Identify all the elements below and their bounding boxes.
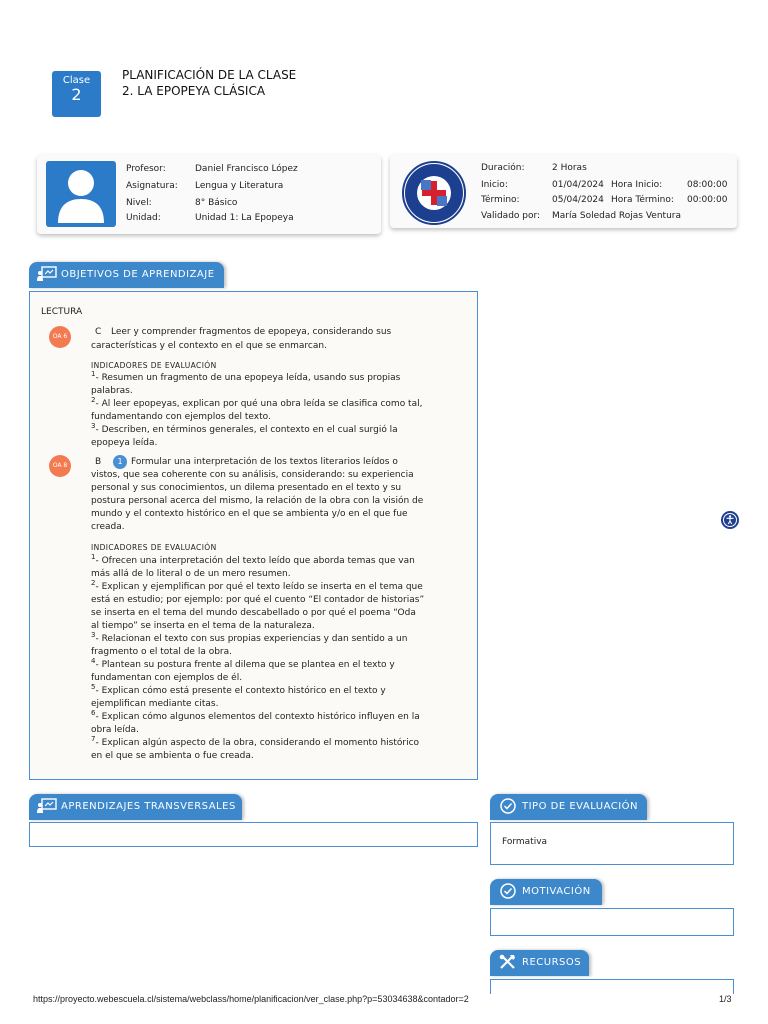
oa6-letter: C: [95, 327, 102, 337]
oa8-badge: OA 8: [49, 455, 71, 477]
oa8-marker[interactable]: 1: [113, 455, 127, 469]
profesor-label: Profesor:: [126, 164, 166, 174]
oa8-indicators-title: INDICADORES DE EVALUACIÓN: [91, 543, 217, 552]
oa8-indicator: $^7$- Explican algún aspecto de la obra, considerando el momento histórico en el que se ambienta o fue creada.: [91, 735, 420, 761]
oa8-indicator: $^1$- Ofrecen una interpretación del texto leído que aborda temas que van más allá de lo literal o de un mero resumen.: [91, 553, 415, 579]
tab-objetivos-label: OBJETIVOS DE APRENDIZAJE: [61, 269, 215, 280]
page-title: [122, 67, 296, 99]
tab-transversales-label: APRENDIZAJES TRANSVERSALES: [61, 801, 236, 812]
hora-termino-value: 00:00:00: [687, 195, 728, 205]
oa8-line1: Formular una interpretación de los textos literarios leídos o: [131, 457, 398, 467]
tab-tipo-evaluacion-label: TIPO DE EVALUACIÓN: [522, 801, 639, 812]
motivacion-panel: [490, 908, 734, 936]
school-logo: [402, 161, 466, 225]
oa6-indicators-title: INDICADORES DE EVALUACIÓN: [91, 361, 217, 370]
nivel-label: Nivel:: [126, 198, 152, 208]
tools-icon: [498, 954, 518, 970]
oa6-line1: Leer y comprender fragmentos de epopeya, considerando sus: [111, 327, 392, 337]
section-lectura: LECTURA: [41, 307, 83, 317]
oa6-indicator: $^2$- Al leer epopeyas, explican por qué una obra leída se clasifica como tal, fundamentando con ejemplos del texto.: [91, 396, 423, 422]
validado-label: Validado por:: [481, 211, 541, 221]
unidad-label: Unidad:: [126, 213, 161, 223]
footer-url[interactable]: https://proyecto.webescuela.cl/sistema/webclass/home/planificacion/ver_clase.php?p=53034638&contador=2: [33, 994, 469, 1004]
clase-badge: [52, 71, 101, 117]
oa8-description: vistos, que sea coherente con su análisis, considerando: su experiencia personal y sus conocimientos, un dilema presentado en el texto y su postura personal acerca del mismo, la relación de la obra con la visión de mundo y el contexto histórico en el que se ambienta y/o en el que fue creada.: [91, 470, 424, 532]
oa6-line2: características y el contexto en el que se enmarcan.: [91, 341, 327, 351]
hora-termino-label: Hora Término:: [611, 195, 674, 205]
inicio-value: 01/04/2024: [552, 180, 604, 190]
page-title-line1: PLANIFICACIÓN DE LA CLASE: [122, 68, 297, 82]
check-circle-icon: [498, 883, 518, 899]
tab-recursos-label: RECURSOS: [522, 957, 582, 968]
clase-label: Clase: [62, 75, 91, 86]
oa6-indicator: $^3$- Describen, en términos generales, el contexto en el cual surgió la epopeya leída.: [91, 422, 398, 448]
oa6-badge: OA 6: [49, 326, 71, 348]
termino-label: Término:: [481, 195, 520, 205]
tab-transversales[interactable]: [29, 794, 242, 820]
user-icon: [46, 161, 116, 227]
oa8-indicator: $^4$- Plantean su postura frente al dilema que se plantea en el texto y fundamentan con ejemplos de él.: [91, 657, 395, 683]
transversales-panel: [29, 822, 478, 847]
profesor-value: Daniel Francisco López: [195, 164, 298, 174]
page-number: 1/3: [719, 994, 732, 1004]
tab-recursos[interactable]: [490, 950, 589, 976]
oa8-indicator: $^3$- Relacionan el texto con sus propias experiencias y dan sentido a un fragmento o el total de la obra.: [91, 631, 408, 657]
oa8-indicator: $^5$- Explican cómo está presente el contexto histórico en el texto y ejemplifican mediante citas.: [91, 683, 386, 709]
presentation-icon: [37, 798, 57, 814]
tab-motivacion-label: MOTIVACIÓN: [522, 886, 591, 897]
tab-motivacion[interactable]: [490, 879, 602, 905]
presentation-icon: [37, 266, 57, 282]
oa8-indicator-list: [91, 555, 471, 763]
oa6-indicator: $^1$- Resumen un fragmento de una epopeya leída, usando sus propias palabras.: [91, 370, 401, 396]
tipo-evaluacion-value: Formativa: [502, 837, 548, 847]
avatar: [46, 161, 116, 227]
validado-value: María Soledad Rojas Ventura: [552, 211, 681, 221]
accessibility-icon: [721, 511, 739, 529]
asignatura-label: Asignatura:: [126, 181, 178, 191]
unidad-value: Unidad 1: La Epopeya: [195, 213, 294, 223]
duracion-value: 2 Horas: [552, 163, 587, 173]
tab-tipo-evaluacion[interactable]: [490, 794, 647, 820]
oa8-indicator: $^6$- Explican cómo algunos elementos del contexto histórico influyen en la obra leída.: [91, 709, 420, 735]
termino-value: 05/04/2024: [552, 195, 604, 205]
duracion-label: Duración:: [481, 163, 525, 173]
check-circle-icon: [498, 798, 518, 814]
hora-inicio-label: Hora Inicio:: [611, 180, 663, 190]
tab-objetivos[interactable]: [29, 262, 224, 288]
inicio-label: Inicio:: [481, 180, 508, 190]
oa8-indicator: $^2$- Explican y ejemplifican por qué el texto leído se inserta en el tema que está en estudio; por ejemplo: por qué el cuento “El contador de historias” se inserta en el tema del mundo descabellado o por qué el poema “Oda al tiempo” se inserta en el tema de la naturaleza.: [91, 579, 425, 631]
page-title-line2: 2. LA EPOPEYA CLÁSICA: [122, 84, 266, 98]
hora-inicio-value: 08:00:00: [687, 180, 728, 190]
clase-number: 2: [71, 85, 82, 104]
oa8-letter: B: [95, 457, 102, 467]
accessibility-button[interactable]: [721, 511, 739, 529]
asignatura-value: Lengua y Literatura: [195, 181, 284, 191]
recursos-panel: [490, 979, 734, 994]
oa6-indicator-list: [91, 372, 471, 450]
nivel-value: 8° Básico: [195, 198, 238, 208]
